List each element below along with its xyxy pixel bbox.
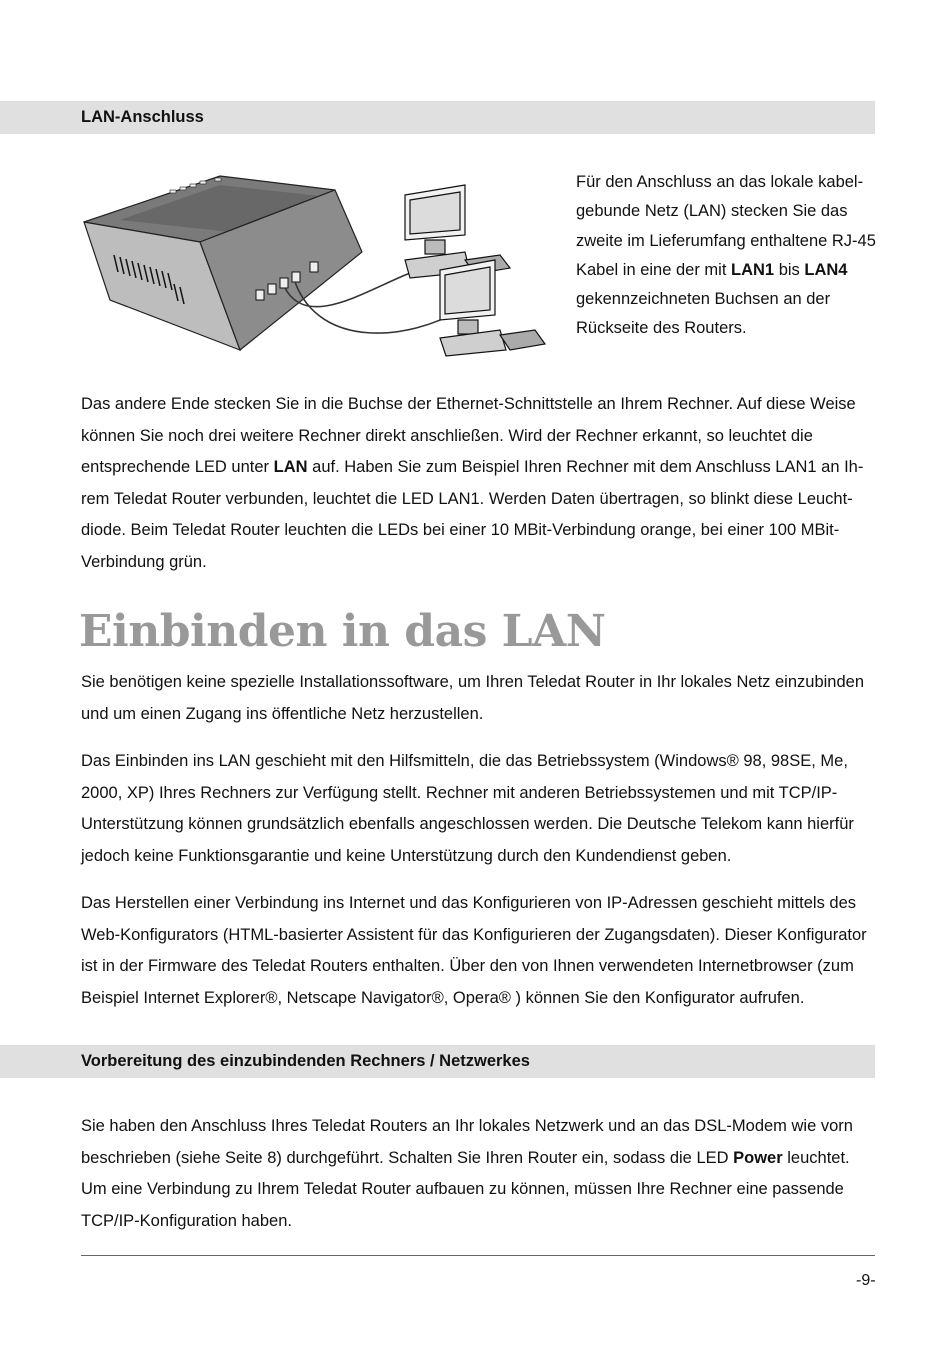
preparation-paragraph: Sie haben den Anschluss Ihres Teledat Routers an Ihr lokales Netzwerk und an das DSL-Modem wie vorn beschrieben (siehe Seite 8) durchgeführt. Schalten Sie Ihren Router ein, sodass die LED Power leuchtet. Um eine Verbindung zu Ihrem Teledat Router aufbauen zu können, müssen Ihre Rechner eine passende TCP/IP-Konfiguration haben. [81,1117,853,1230]
footer-rule [81,1255,875,1256]
computer-2 [440,260,545,356]
router-computers-illustration [80,160,550,360]
page-number: -9- [856,1272,876,1289]
paragraph-3: Das Herstellen einer Verbindung ins Internet und das Konfigurieren von IP-Adressen geschieht mittels des Web-Konfigurators (HTML-basierter Assistent für das Konfigurieren der Zugangsdaten). Dieser Konfigurator ist in der Firmware des Teledat Routers enthalten. Über den von Ihnen verwendeten Internetbrowser (zum Beispiel Internet Explorer®, Netscape Navigator®, Opera® ) können Sie den Konfigurator aufrufen. [81,894,867,1007]
section-title: Vorbereitung des einzubindenden Rechners / Netzwerkes [81,1052,530,1070]
page-heading: Einbinden in das LAN [79,606,606,657]
paragraph-1: Sie benötigen keine spezielle Installationssoftware, um Ihren Teledat Router in Ihr lokales Netz einzubinden und um einen Zugang ins öffentliche Netz herzustellen. [81,673,864,723]
section-header-vorbereitung [0,1045,875,1078]
intro-text: Für den Anschluss an das lokale kabel- gebunde Netz (LAN) stecken Sie das zweite im Lieferumfang enthaltene RJ-45 Kabel in eine der mit LAN1 bis LAN4 gekennzeichneten Buchsen an der Rückseite des Routers. [576,173,876,338]
lan-description-paragraph: Das andere Ende stecken Sie in die Buchse der Ethernet-Schnittstelle an Ihrem Rechner. Auf diese Weise können Sie noch drei weitere Rechner direkt anschließen. Wird der Rechner erkannt, so leuchtet die entsprechende LED unter LAN auf. Haben Sie zum Beispiel Ihren Rechner mit dem Anschluss LAN1 an Ih- rem Teledat Router verbunden, leuchtet die LED LAN1. Werden Daten übertragen, so blinkt diese Leucht- diode. Beim Teledat Router leuchten die LEDs bei einer 10 MBit-Verbindung orange, bei einer 100 MBit- Verbindung grün. [81,395,864,571]
section-title: LAN-Anschluss [81,108,204,126]
section-header-lan-anschluss [0,101,875,134]
paragraph-2: Das Einbinden ins LAN geschieht mit den Hilfsmitteln, die das Betriebssystem (Windows® 98, 98SE, Me, 2000, XP) Ihres Rechners zur Verfügung stellt. Rechner mit anderen Betriebssystemen und mit TCP/IP- Unterstützung können grundsätzlich ebenfalls angeschlossen werden. Die Deutsche Telekom kann hierfür jedoch keine Funktionsgarantie und keine Unterstützung durch den Kundendienst geben. [81,752,854,865]
